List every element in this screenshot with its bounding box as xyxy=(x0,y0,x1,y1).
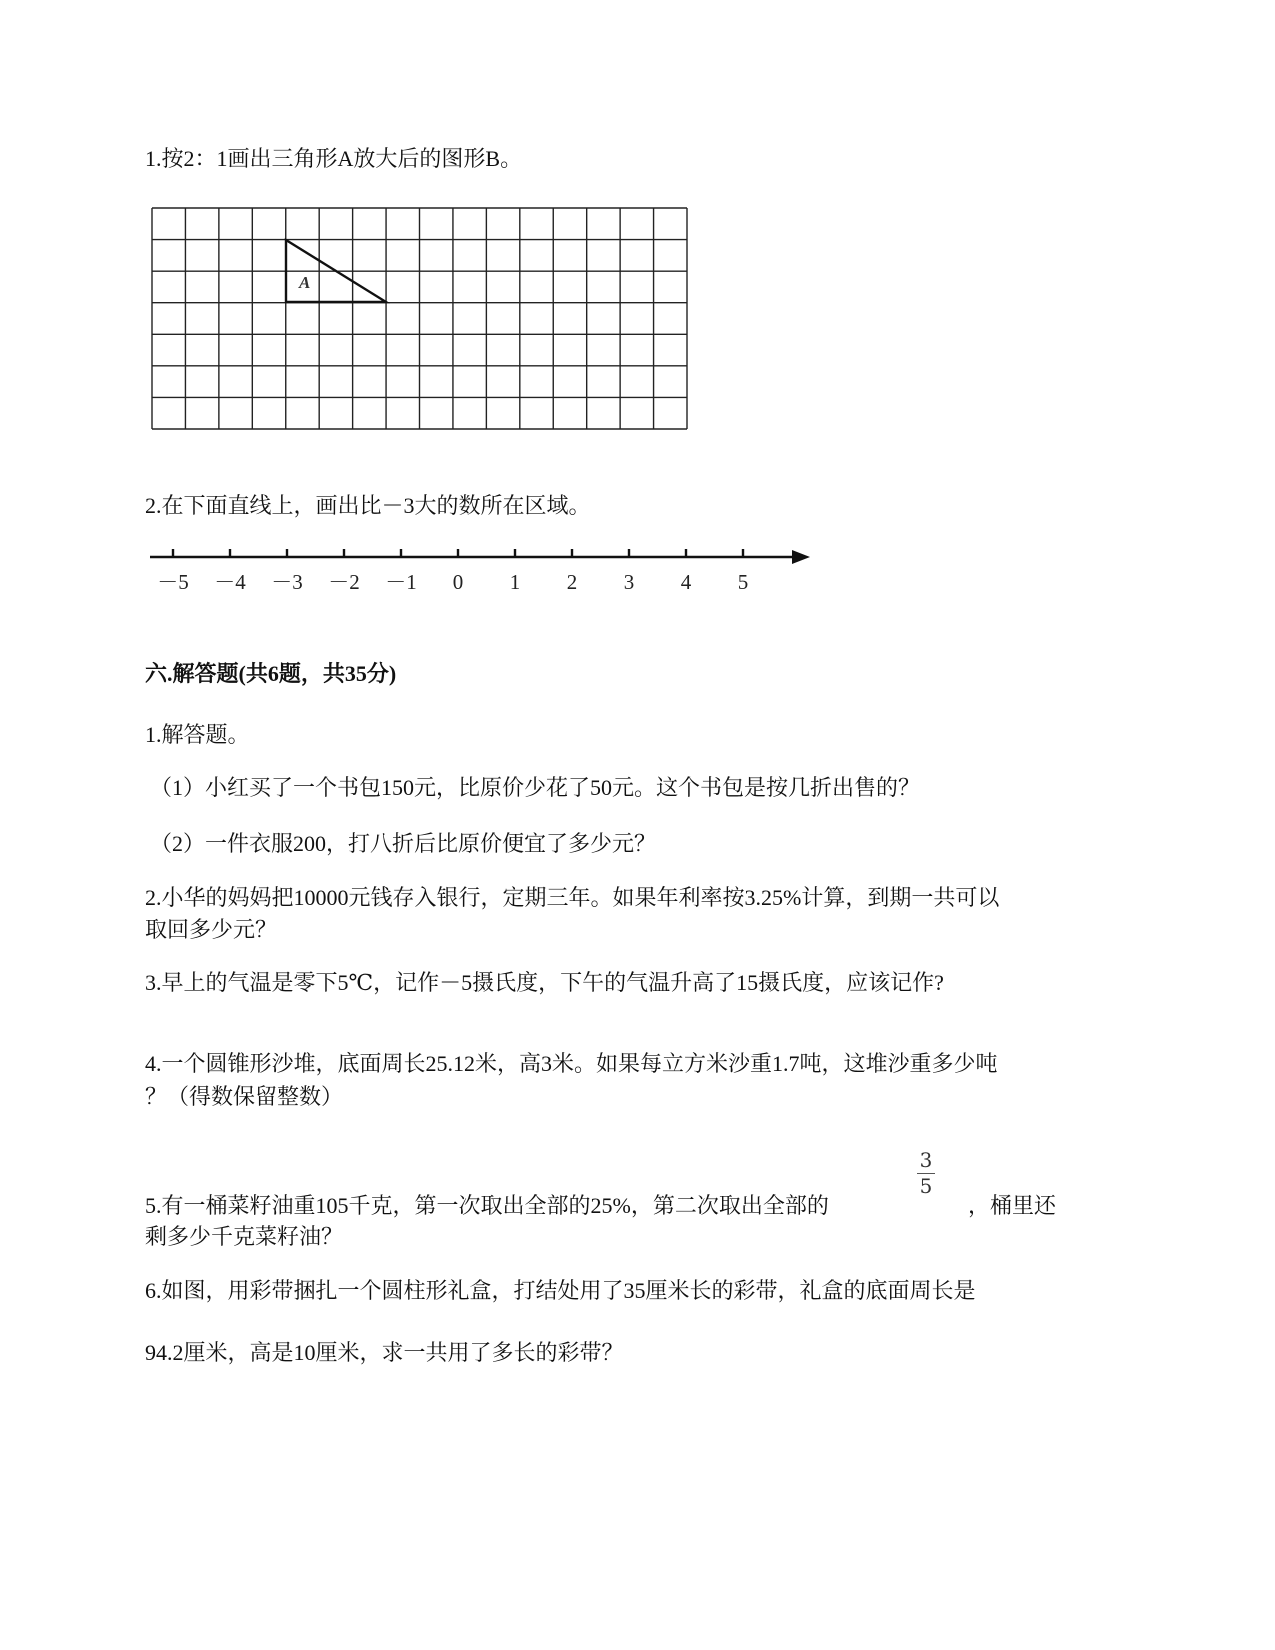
number-line-tick-label: －1 xyxy=(385,570,417,594)
q6-line1: 6.如图，用彩带捆扎一个圆柱形礼盒，打结处用了35厘米长的彩带，礼盒的底面周长是 xyxy=(145,1278,976,1303)
number-line-tick-label: －4 xyxy=(214,570,246,594)
q1-part2: （2）一件衣服200，打八折后比原价便宜了多少元？ xyxy=(150,831,657,856)
number-line-tick-label: 0 xyxy=(452,570,464,594)
triangle-a-label: A xyxy=(299,273,311,292)
number-line-tick-label: 5 xyxy=(737,570,749,594)
number-line-tick-label: －3 xyxy=(271,570,303,594)
q6-line2: 94.2厘米，高是10厘米，求一共用了多长的彩带？ xyxy=(145,1340,624,1365)
q1-part1: （1）小红买了一个书包150元，比原价少花了50元。这个书包是按几折出售的？ xyxy=(150,775,921,800)
q1-title: 1.解答题。 xyxy=(145,722,250,747)
q5-line1-after: ，桶里还 xyxy=(968,1193,1057,1218)
number-line-tick-label: －5 xyxy=(157,570,189,594)
q2-line1: 2.小华的妈妈把10000元钱存入银行，定期三年。如果年利率按3.25%计算，到期一共可以 xyxy=(145,885,1000,910)
number-line-tick-label: 1 xyxy=(509,570,521,594)
number-line-tick-label: －2 xyxy=(328,570,360,594)
number-line-ticks xyxy=(157,549,748,594)
q3-text: 3.早上的气温是零下5℃，记作－5摄氏度，下午的气温升高了15摄氏度，应该记作? xyxy=(145,970,944,995)
q5-line2: 剩多少千克菜籽油？ xyxy=(145,1224,344,1249)
grid-figure xyxy=(148,203,708,443)
section-heading: 六.解答题(共6题，共35分) xyxy=(145,661,397,686)
q4-line1: 4.一个圆锥形沙堆，底面周长25.12米，高3米。如果每立方米沙重1.7吨，这堆沙重多少吨 xyxy=(145,1051,998,1076)
fraction-numerator: 3 xyxy=(919,1148,933,1172)
fraction-denominator: 5 xyxy=(919,1174,933,1198)
number-line-tick-label: 2 xyxy=(566,570,578,594)
q5-line1-before: 5.有一桶菜籽油重105千克，第一次取出全部的25%，第二次取出全部的 xyxy=(145,1193,829,1218)
number-line-tick-label: 3 xyxy=(623,570,635,594)
number-line xyxy=(140,545,820,605)
number-line-arrow xyxy=(792,550,810,564)
q2-line2: 取回多少元？ xyxy=(145,917,278,942)
q5-fraction xyxy=(913,1148,939,1198)
number-line-tick-label: 4 xyxy=(680,570,692,594)
question-grid-text: 1.按2：1画出三角形A放大后的图形B。 xyxy=(145,146,523,171)
grid-lines xyxy=(152,208,687,429)
question-numberline-text: 2.在下面直线上，画出比－3大的数所在区域。 xyxy=(145,493,591,518)
q4-line2: ？（得数保留整数） xyxy=(145,1084,344,1109)
